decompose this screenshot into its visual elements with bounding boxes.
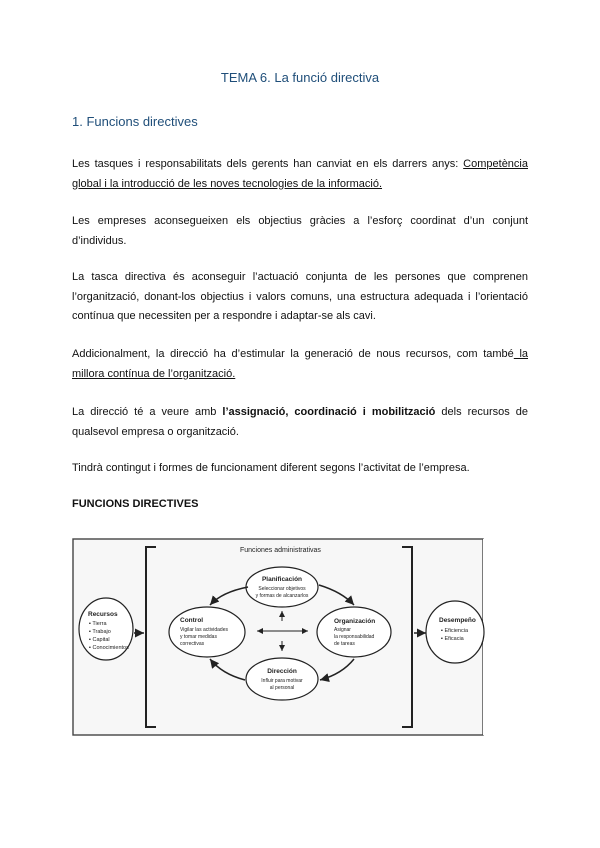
- organizacion-line-1: Asignar: [334, 627, 351, 633]
- control-line-3: correctivas: [180, 641, 205, 647]
- paragraph-4-text: Addicionalment, la direcció ha d’estimular la generació de nous recursos, com també: [72, 348, 514, 360]
- frame-title: Funciones administrativas: [240, 547, 321, 554]
- funcions-directives-heading: FUNCIONS DIRECTIVES: [72, 498, 199, 510]
- recursos-title: Recursos: [88, 611, 118, 618]
- desempeno-title: Desempeño: [439, 617, 476, 624]
- planificacion-line-1: Seleccionar objetivos: [258, 586, 306, 592]
- direccion-line-1: Influir para motivar: [261, 678, 303, 684]
- planificacion-line-2: y formas de alcanzarlos: [255, 593, 309, 599]
- desempeno-item-2: ▪ Eficacia: [441, 636, 464, 642]
- organizacion-title: Organización: [334, 618, 376, 625]
- paragraph-5: [72, 403, 528, 442]
- recursos-item-2: ▪ Trabajo: [89, 629, 111, 635]
- paragraph-4: [72, 345, 528, 384]
- paragraph-2: Les empreses aconsegueixen els objectius gràcies a l’esforç coordinat d’un conjunt d’individus.: [72, 215, 528, 247]
- paragraph-1: [72, 155, 528, 194]
- recursos-item-4: ▪ Conocimientos: [89, 645, 129, 651]
- control-line-1: Vigilar las actividades: [180, 627, 228, 633]
- paragraph-6: Tindrà contingut i formes de funcionament diferent segons l’activitat de l’empresa.: [72, 462, 470, 474]
- paragraph-5-start: La direcció té a veure amb: [72, 406, 223, 418]
- planificacion-title: Planificación: [261, 576, 303, 583]
- desempeno-item-1: ▪ Eficiencia: [441, 628, 469, 634]
- diagram-right-margin: [483, 539, 524, 735]
- diagram-svg: [72, 537, 526, 737]
- direccion-title: Dirección: [267, 668, 297, 675]
- paragraph-5-bold: l’assignació, coordinació i mobilització: [222, 406, 436, 418]
- organizacion-ellipse: [317, 607, 391, 657]
- recursos-item-1: ▪ Tierra: [89, 621, 107, 627]
- page-title: TEMA 6. La funció directiva: [220, 70, 380, 85]
- paragraph-4-underlined: la millora contínua de l’organització.: [72, 348, 529, 380]
- control-title: Control: [180, 617, 204, 624]
- organizacion-line-3: de tareas: [334, 641, 355, 647]
- paragraph-1-text: Les tasques i responsabilitats dels gerents han canviat en els darrers anys:: [72, 158, 464, 170]
- control-line-2: y tomar medidas: [180, 634, 217, 640]
- paragraph-1-underlined: Competència global i la introducció de les noves tecnologies de la informació.: [72, 158, 528, 190]
- paragraph-5-end: dels recursos de qualsevol empresa o organització.: [72, 406, 529, 438]
- organizacion-line-2: la responsabilidad: [334, 634, 375, 640]
- section-heading: 1. Funcions directives: [72, 114, 198, 129]
- paragraph-3: La tasca directiva és aconseguir l’actuació conjunta de les persones que comprenen l’organització, donant-los objectius i valors comuns, una estructura adequada i l’orientació contínua que necessiten per a respondre i adaptar-se als cavi.: [72, 271, 528, 322]
- direccion-line-2: al personal: [269, 685, 295, 691]
- functions-diagram: [72, 537, 526, 737]
- recursos-item-3: ▪ Capital: [89, 637, 110, 643]
